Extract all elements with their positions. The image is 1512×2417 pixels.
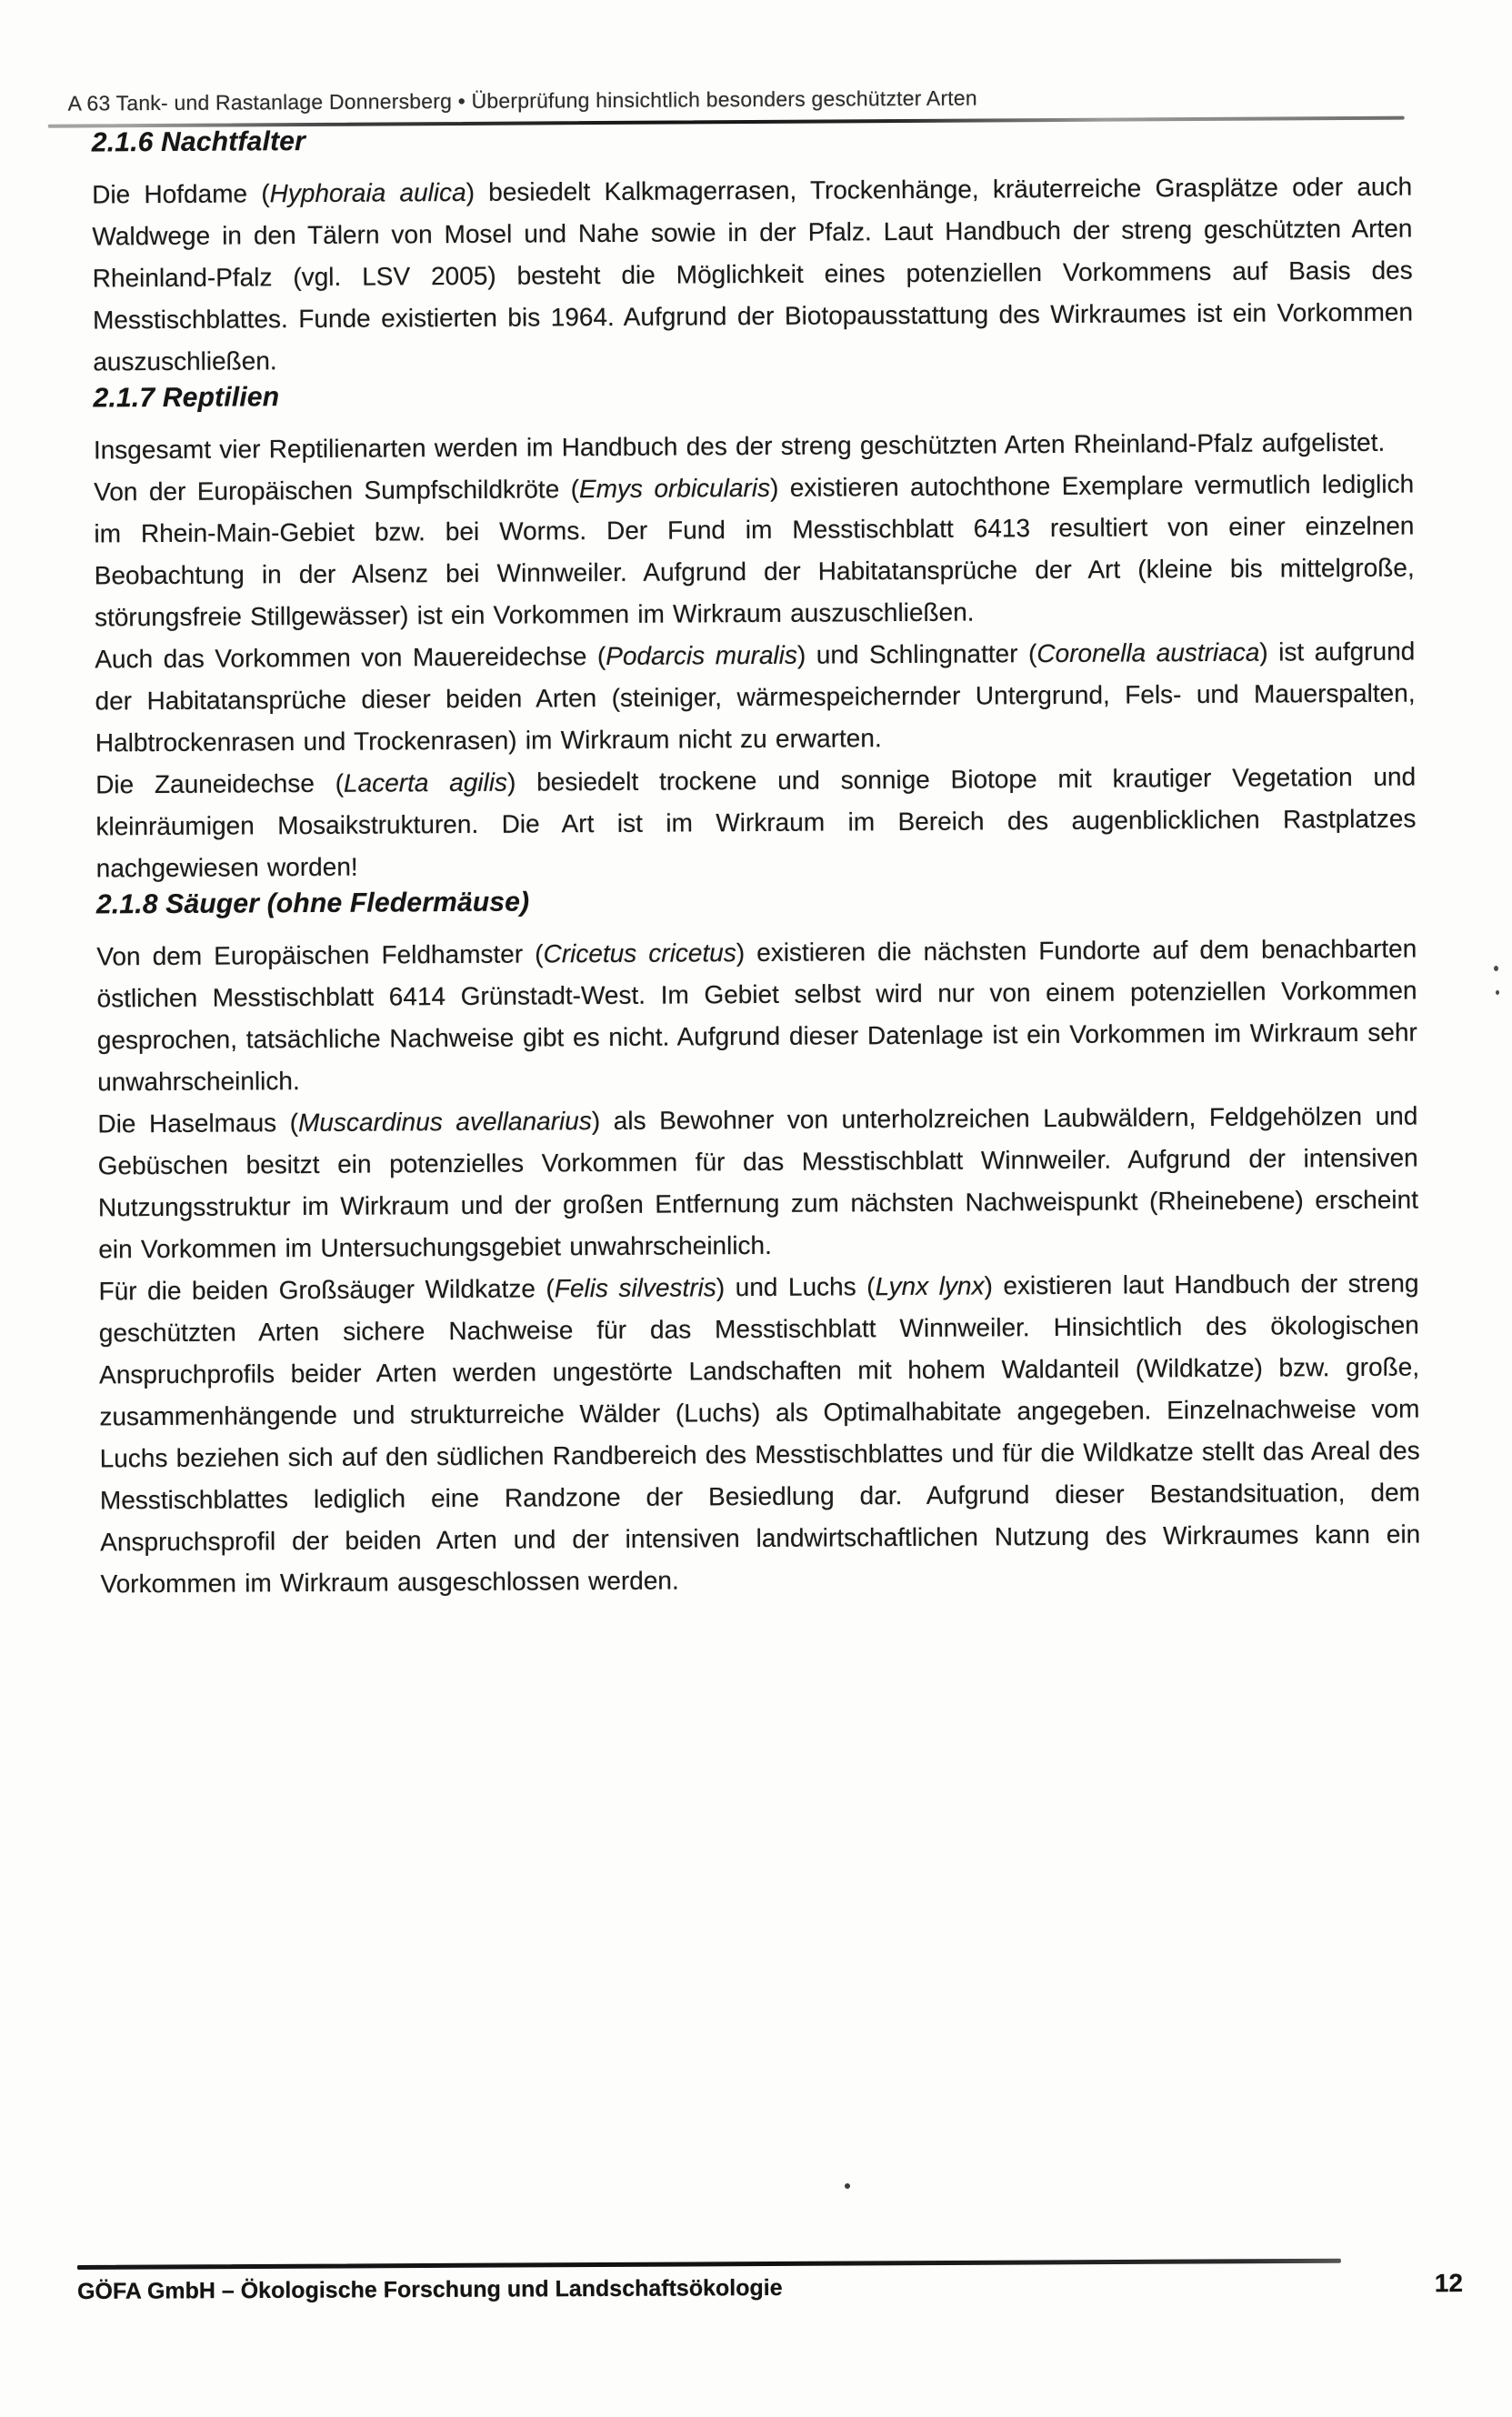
page-footer [77,2258,1468,2305]
section-heading-nachtfalter: 2.1.6 Nachtfalter [91,126,306,158]
section-heading-saeuger: 2.1.8 Säuger (ohne Fledermäuse) [95,887,530,920]
paragraph: Von der Europäischen Sumpfschildkröte (Emys orbicularis) existieren autochthone Exemplare vermutlich lediglich im Rhein-Main-Gebiet bzw. bei Worms. Der Fund im Messtischblatt 6413 resultiert von einer einzelnen Beobachtung in der Alsenz bei Winnweiler. Aufgrund der Habitatansprüche der Art (kleine bis mittelgroße, störungsfreie Stillgewässer) ist ein Vorkommen im Wirkraum auszuschließen. [94,469,1415,632]
paragraph: Insgesamt vier Reptilienarten werden im Handbuch des der streng geschützten Arten Rheinland-Pfalz aufgelistet. [93,427,1386,465]
section-heading-reptilien: 2.1.7 Reptilien [93,382,280,414]
footer-organization: GÖFA GmbH – Ökologische Forschung und Landschaftsökologie [76,2274,783,2305]
paragraph: Die Hofdame (Hyphoraia aulica) besiedelt Kalkmagerrasen, Trockenhänge, kräuterreiche Grasplätze oder auch Waldwege in den Tälern von Mosel und Nahe sowie in der Pfalz. Laut Handbuch der streng geschützten Arten Rheinland-Pfalz (vgl. LSV 2005) besteht die Möglichkeit eines potenziellen Vorkommens auf Basis des Messtischblattes. Funde existierten bis 1964. Aufgrund der Biotopausstattung des Wirkraumes ist ein Vorkommen auszuschließen. [92,172,1414,376]
page-number: 12 [1434,2269,1464,2298]
scan-artifact [1496,990,1499,995]
paragraph: Die Zauneidechse (Lacerta agilis) besiedelt trockene und sonnige Biotope mit krautiger Vegetation und kleinräumigen Mosaikstrukturen. Die Art ist im Wirkraum im Bereich des augenblicklichen Rastplatzes nachgewiesen worden! [95,762,1417,883]
paragraph: Die Haselmaus (Muscardinus avellanarius) als Bewohner von unterholzreichen Laubwäldern, Feldgehölzen und Gebüschen besitzt ein potenzielles Vorkommen für das Messtischblatt Winnweiler. Aufgrund der intensiven Nutzungsstruktur im Wirkraum und der großen Entfernung zum nächsten Nachweispunkt (Rheinebene) erscheint ein Vorkommen im Untersuchungsgebiet unwahrscheinlich. [97,1101,1419,1264]
scan-artifact [845,2183,850,2189]
paragraph: Von dem Europäischen Feldhamster (Cricetus cricetus) existieren die nächsten Fundorte auf dem benachbarten östlichen Messtischblatt 6414 Grünstadt-West. Im Gebiet selbst wird nur von einem potenziellen Vorkommen gesprochen, tatsächliche Nachweise gibt es nicht. Aufgrund dieser Datenlage ist ein Vorkommen im Wirkraum sehr unwahrscheinlich. [96,934,1417,1097]
paragraph: Für die beiden Großsäuger Wildkatze (Felis silvestris) und Luchs (Lynx lynx) existieren laut Handbuch der streng geschützten Arten sichere Nachweise für das Messtischblatt Winnweiler. Hinsichtlich des ökologischen Anspruchprofils beider Arten werden ungestörte Landschaften mit hohem Waldanteil (Wildkatze) bzw. große, zusammenhängende und strukturreiche Wälder (Luchs) als Optimalhabitate angegeben. Einzelnachweise vom Luchs beziehen sich auf den südlichen Randbereich des Messtischblattes und für die Wildkatze stellt das Areal des Messtischblattes lediglich eine Randzone der Besiedlung dar. Aufgrund dieser Bestandsituation, dem Anspruchsprofil der beiden Arten und der intensiven landwirtschaftlichen Nutzung des Wirkraumes kann ein Vorkommen im Wirkraum ausgeschlossen werden. [98,1269,1421,1599]
scan-artifact [1494,966,1498,971]
running-header: A 63 Tank- und Rastanlage Donnersberg • Überprüfung hinsichtlich besonders geschützter Arten [67,85,977,115]
paragraph: Auch das Vorkommen von Mauereidechse (Podarcis muralis) und Schlingnatter (Coronella austriaca) ist aufgrund der Habitatansprüche dieser beiden Arten (steiniger, wärmespeichernder Untergrund, Fels- und Mauerspalten, Halbtrockenrasen und Trockenrasen) im Wirkraum nicht zu erwarten. [95,637,1416,757]
